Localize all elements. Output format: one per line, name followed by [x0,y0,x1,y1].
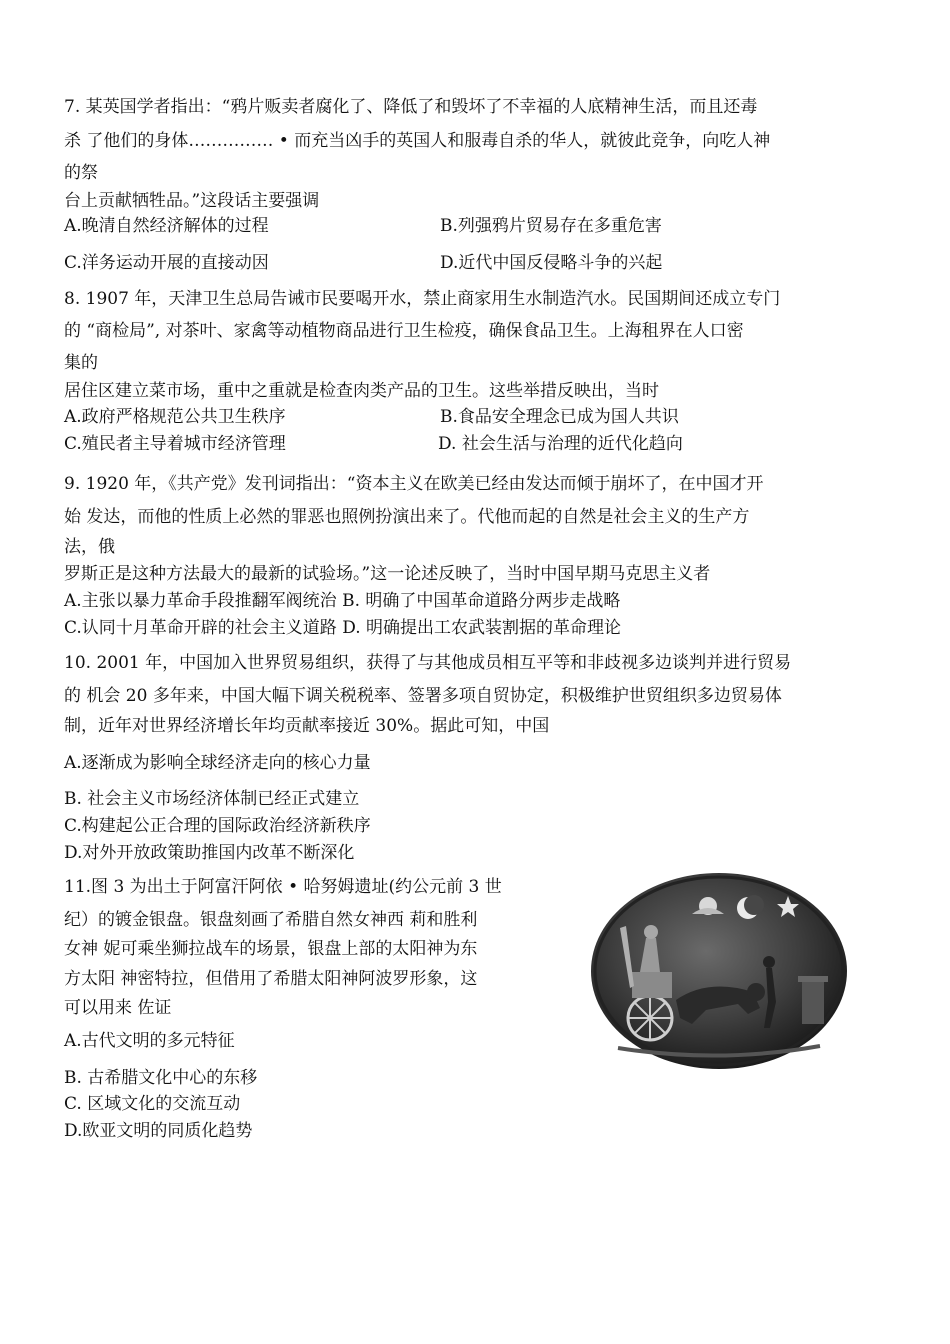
silver-plate-image [588,868,850,1078]
q11-option-b: B. 古希腊文化中心的东移 [64,1068,258,1088]
q7-stem-line: 的祭 [64,163,98,183]
q8-option-b: B.食品安全理念已成为国人共识 [440,407,679,427]
q9-options-cd: C.认同十月革命开辟的社会主义道路 D. 明确提出工农武装割据的革命理论 [64,618,622,638]
q10-stem-line: 的 机会 20 多年来，中国大幅下调关税税率、签署多项自贸协定，积极维护世贸组织多边贸易体 [64,686,782,706]
q8-option-d: D. 社会生活与治理的近代化趋向 [438,434,683,454]
q7-stem-line: 杀 了他们的身体…………… • 而充当凶手的英国人和服毒自杀的华人，就彼此竞争，向吃人神 [64,131,771,151]
q7-option-c: C.洋务运动开展的直接动因 [64,253,269,273]
q11-stem-line: 11.图 3 为出土于阿富汗阿依 • 哈努姆遗址(约公元前 3 世 [64,877,502,897]
q8-stem-line: 8. 1907 年，天津卫生总局告诫市民要喝开水，禁止商家用生水制造汽水。民国期间还成立专门 [64,289,781,309]
q11-stem-line: 方太阳 神密特拉，但借用了希腊太阳神阿波罗形象，这 [64,969,478,989]
q7-option-a: A.晚清自然经济解体的过程 [64,216,269,236]
q11-option-c: C. 区域文化的交流互动 [64,1094,241,1114]
q9-options-ab: A.主张以暴力革命手段推翻军阀统治 B. 明确了中国革命道路分两步走战略 [64,591,621,611]
q7-stem-line: 台上贡献牺牲品。”这段话主要强调 [64,191,320,211]
q10-option-a: A.逐渐成为影响全球经济走向的核心力量 [64,753,371,773]
q9-stem-line: 法，俄 [64,537,115,557]
q8-stem-line: 的 “商检局”, 对茶叶、家禽等动植物商品进行卫生检疫，确保食品卫生。上海租界在人口密 [64,321,744,341]
q8-stem-line: 居住区建立菜市场，重中之重就是检查肉类产品的卫生。这些举措反映出，当时 [64,381,659,401]
q9-stem-line: 始 发达，而他的性质上必然的罪恶也照例扮演出来了。代他而起的自然是社会主义的生产方 [64,507,750,527]
q10-stem-line: 制，近年对世界经济增长年均贡献率接近 30%。据此可知，中国 [64,716,550,736]
q8-option-c: C.殖民者主导着城市经济管理 [64,434,286,454]
q11-option-d: D.欧亚文明的同质化趋势 [64,1121,253,1141]
q8-option-a: A.政府严格规范公共卫生秩序 [64,407,286,427]
q11-option-a: A.古代文明的多元特征 [64,1031,235,1051]
q11-stem-line: 女神 妮可乘坐狮拉战车的场景，银盘上部的太阳神为东 [64,939,478,959]
q8-stem-line: 集的 [64,353,98,373]
q10-option-c: C.构建起公正合理的国际政治经济新秩序 [64,816,371,836]
q10-option-d: D.对外开放政策助推国内改革不断深化 [64,843,355,863]
silver-plate-icon [588,868,850,1078]
q10-option-b: B. 社会主义市场经济体制已经正式建立 [64,789,360,809]
q11-stem-line: 纪）的镀金银盘。银盘刻画了希腊自然女神西 莉和胜利 [64,910,478,930]
q7-option-b: B.列强鸦片贸易存在多重危害 [440,216,662,236]
q7-stem-line: 7. 某英国学者指出：“鸦片贩卖者腐化了、降低了和毁坏了不幸福的人底精神生活，而且还毒 [64,97,758,117]
q11-stem-line: 可以用来 佐证 [64,998,172,1018]
q9-stem-line: 罗斯正是这种方法最大的最新的试验场。”这一论述反映了，当时中国早期马克思主义者 [64,564,711,584]
q9-stem-line: 9. 1920 年，《共产党》发刊词指出：“资本主义在欧美已经由发达而倾于崩坏了，在中国才开 [64,474,764,494]
q7-option-d: D.近代中国反侵略斗争的兴起 [440,253,663,273]
q10-stem-line: 10. 2001 年，中国加入世界贸易组织，获得了与其他成员相互平等和非歧视多边谈判并进行贸易 [64,653,792,673]
